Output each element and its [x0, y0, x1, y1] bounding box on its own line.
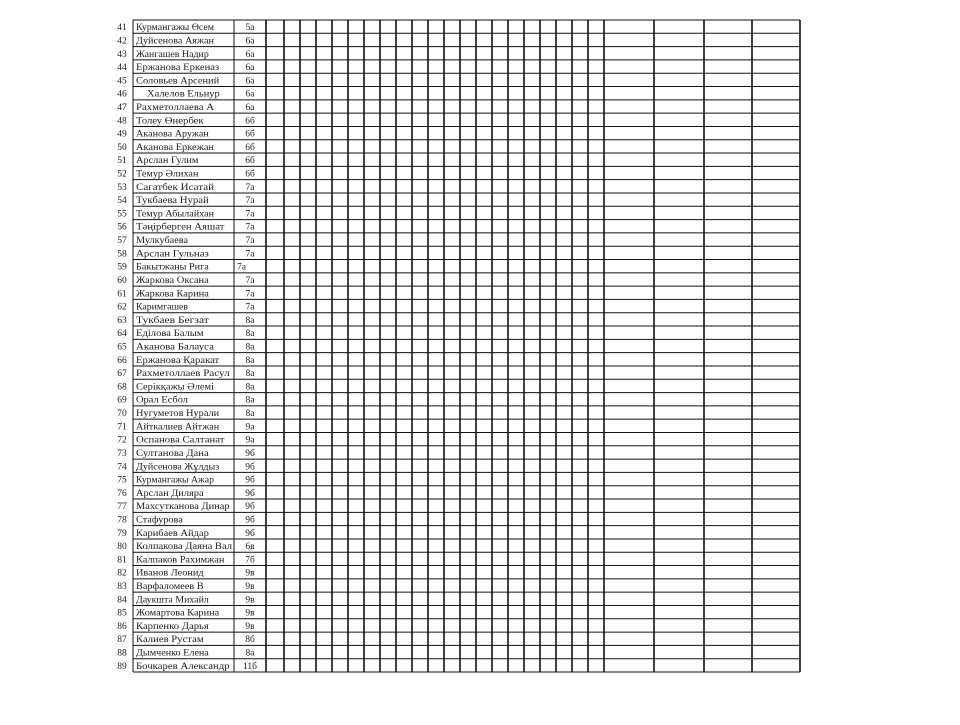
student-grade: 9б: [245, 448, 255, 459]
student-grade: 8а: [245, 648, 255, 659]
student-grade: 9в: [245, 582, 255, 593]
student-name: Бочкарев Александр: [136, 661, 230, 672]
table-row: [117, 369, 255, 379]
student-grade: 9б: [245, 502, 255, 513]
student-name: Оспанова Салтанат: [136, 435, 226, 446]
row-number: 75: [117, 475, 127, 486]
student-name: Дуйсенова Аяжан: [136, 36, 209, 47]
student-grade: 11б: [243, 661, 257, 672]
table-row: [117, 208, 255, 219]
row-number: 46: [117, 89, 127, 100]
student-grade: 9в: [245, 568, 255, 579]
student-name: Арслан Диляра: [136, 488, 205, 499]
table-row: [117, 182, 255, 193]
row-number: 85: [117, 608, 127, 619]
student-name: Жаркова Оксана: [136, 275, 210, 286]
row-number: 48: [117, 116, 127, 127]
student-name: Ержанова Еркеназ: [136, 63, 220, 74]
student-grade: 9б: [245, 462, 255, 473]
table-row: [117, 249, 255, 259]
student-name: Толеу Өнербек: [136, 116, 197, 127]
table-row: [117, 436, 255, 446]
student-grade: 7а: [245, 289, 255, 300]
student-grade: 6б: [245, 129, 255, 140]
table-row: [117, 289, 255, 299]
table-row: [117, 90, 255, 100]
student-grade: 6а: [245, 102, 255, 113]
row-number: 57: [117, 236, 127, 247]
student-name: Даукшта Михайл: [136, 595, 206, 606]
table-row: [117, 103, 255, 113]
student-name: Нугуметов Нурали: [136, 409, 220, 420]
row-number: 62: [117, 302, 127, 313]
student-grade: 6а: [245, 36, 255, 47]
row-number: 81: [117, 555, 127, 566]
student-grade: 6а: [245, 76, 255, 87]
table-row: [117, 661, 257, 672]
student-name: Жангашев Надир: [136, 49, 210, 60]
row-number: 74: [117, 462, 127, 473]
row-number: 61: [117, 289, 127, 300]
student-name: Варфаломеев В: [136, 582, 199, 593]
row-number: 58: [117, 249, 127, 260]
student-name: Рахметоллаева А: [136, 102, 215, 113]
table-row: [117, 409, 255, 419]
student-grade: 6б: [245, 116, 255, 127]
student-grade: 8а: [245, 369, 255, 380]
student-name: Курмангажы Өсем: [136, 23, 214, 34]
table-row: [117, 195, 255, 206]
student-name: Стафурова: [136, 515, 180, 526]
student-grade: 8а: [245, 342, 255, 353]
student-name: Аканова Балауса: [136, 342, 215, 353]
row-number: 87: [117, 635, 127, 646]
student-grade: 7а: [245, 196, 255, 207]
table-row: [117, 276, 255, 286]
table-row: [117, 329, 255, 339]
row-number: 79: [117, 528, 127, 539]
row-number: 84: [117, 595, 127, 606]
row-number: 77: [117, 502, 127, 513]
student-grade: 7а: [245, 222, 255, 233]
row-number: 49: [117, 129, 127, 140]
row-number: 55: [117, 209, 127, 220]
student-name: Жомартова Карина: [136, 608, 221, 619]
student-name: Султанова Дана: [136, 448, 210, 459]
table-row: [117, 649, 255, 659]
table-row: [117, 421, 255, 432]
row-number: 67: [117, 369, 127, 380]
row-number: 53: [117, 182, 127, 193]
student-grade: 7а: [245, 236, 255, 247]
table-row: [117, 382, 255, 392]
student-grade: 8а: [245, 409, 255, 420]
row-number: 47: [117, 102, 127, 113]
table-row: [117, 63, 255, 73]
student-grade: 6а: [245, 49, 255, 60]
student-name: Иванов Леонид: [136, 568, 204, 579]
student-name: Аканова Аружан: [136, 129, 209, 140]
student-grade: 9б: [245, 475, 255, 486]
student-name: Дуйсенова Жұлдыз: [136, 462, 215, 473]
student-grade: 8а: [245, 382, 255, 393]
student-grade: 8а: [245, 315, 255, 326]
student-grade: 8а: [245, 329, 255, 340]
student-grade: 9а: [245, 422, 255, 433]
student-name: Орал Есбол: [136, 395, 184, 406]
table-row: [117, 315, 255, 326]
table-row: [117, 35, 255, 46]
student-name: Серікқажы Әлемі: [136, 382, 215, 393]
student-grade: 7б: [245, 555, 255, 566]
student-grade: 7а: [245, 182, 255, 193]
row-number: 65: [117, 342, 127, 353]
student-name: Халелов Ельнур: [147, 89, 221, 100]
row-number: 44: [117, 63, 127, 74]
student-grade: 5а: [245, 23, 255, 34]
row-number: 59: [117, 262, 127, 273]
student-grade: 9в: [245, 608, 255, 619]
student-grade: 6б: [245, 142, 255, 153]
student-name: Аканова Еркежан: [136, 142, 214, 153]
student-name: Темур Абылайхан: [136, 209, 210, 220]
student-name: Тукбаев Бегзат: [136, 315, 197, 326]
table-row: [117, 222, 255, 233]
student-name: Махсутканова Динар: [136, 502, 230, 513]
student-name: Ержанова Қаракат: [136, 355, 221, 366]
row-number: 89: [117, 661, 127, 672]
table-row: [117, 235, 255, 246]
row-number: 78: [117, 515, 127, 526]
student-grade: 9б: [245, 515, 255, 526]
student-name: Карпенко Дарья: [136, 621, 210, 632]
student-name: Курмангажы Ажар: [136, 475, 215, 486]
row-number: 45: [117, 76, 127, 87]
row-number: 52: [117, 169, 127, 180]
row-number: 64: [117, 329, 127, 340]
student-name: Соловьев Арсений: [136, 76, 212, 87]
student-grade: 7а: [237, 262, 246, 273]
table-row: [117, 356, 255, 366]
row-number: 71: [117, 422, 127, 433]
table-row: [117, 23, 255, 33]
student-grade: 7а: [245, 249, 255, 260]
student-grade: 6б: [245, 156, 255, 167]
student-grade: 8б: [245, 635, 255, 646]
student-grade: 9б: [245, 528, 255, 539]
student-name: Тәңірберген Аяшат: [136, 222, 215, 233]
row-number: 73: [117, 448, 127, 459]
student-grade: 9б: [245, 488, 255, 499]
row-number: 82: [117, 568, 127, 579]
student-name: Карибаев Айдар: [136, 528, 203, 539]
row-number: 69: [117, 395, 127, 406]
student-name: Арслан Гульназ: [136, 249, 210, 260]
row-number: 88: [117, 648, 127, 659]
student-name: Рахметоллаев Расул: [136, 369, 230, 380]
student-grade: 9а: [245, 435, 255, 446]
student-name: Темур Әлихан: [136, 169, 199, 180]
student-name: Мулкубаева: [136, 236, 185, 247]
row-number: 80: [117, 542, 127, 553]
row-number: 56: [117, 222, 127, 233]
student-grade: 6а: [245, 63, 255, 74]
table-row: [117, 75, 255, 86]
student-grade: 6в: [245, 542, 255, 553]
row-number: 41: [117, 23, 127, 34]
student-grade: 9в: [245, 621, 255, 632]
student-grade: 8а: [245, 355, 255, 366]
row-number: 42: [117, 36, 127, 47]
table-row: [117, 343, 255, 353]
student-name: Каримгашев: [136, 302, 189, 313]
row-number: 50: [117, 142, 127, 153]
student-grade: 6а: [245, 89, 255, 100]
row-number: 54: [117, 196, 127, 207]
student-name: Бакытжаны Рига: [136, 262, 210, 273]
student-name: Дымченко Елена: [136, 648, 210, 659]
student-name: Колпакова Даяна Вал: [136, 542, 233, 553]
row-number: 83: [117, 582, 127, 593]
row-number: 70: [117, 409, 127, 420]
student-grade: 9в: [245, 595, 255, 606]
student-name: Айткалиев Айтжан: [136, 422, 214, 433]
row-number: 68: [117, 382, 127, 393]
table-row: [117, 303, 255, 313]
student-grade: 6б: [245, 169, 255, 180]
student-name: Калиев Рустам: [136, 635, 204, 646]
student-grade: 7а: [245, 275, 255, 286]
student-grade: 8а: [245, 395, 255, 406]
row-number: 86: [117, 621, 127, 632]
student-name: Арслан Гулим: [136, 156, 199, 167]
student-name: Еділова Балым: [136, 329, 204, 340]
row-number: 51: [117, 156, 127, 167]
row-number: 76: [117, 488, 127, 499]
row-number: 60: [117, 275, 127, 286]
student-grade: 7а: [245, 302, 255, 313]
student-name: Тукбаева Нурай: [136, 196, 201, 207]
table-row: [117, 395, 255, 406]
table-row: [117, 50, 255, 60]
student-grade: 7а: [245, 209, 255, 220]
row-number: 66: [117, 355, 127, 366]
student-name: Сагатбек Исатай: [136, 182, 204, 193]
row-number: 72: [117, 435, 127, 446]
student-name: Калпаков Рахимжан: [136, 555, 225, 566]
student-name: Жаркова Карина: [136, 289, 210, 300]
row-number: 63: [117, 315, 127, 326]
row-number: 43: [117, 49, 127, 60]
table-row: [117, 263, 247, 273]
